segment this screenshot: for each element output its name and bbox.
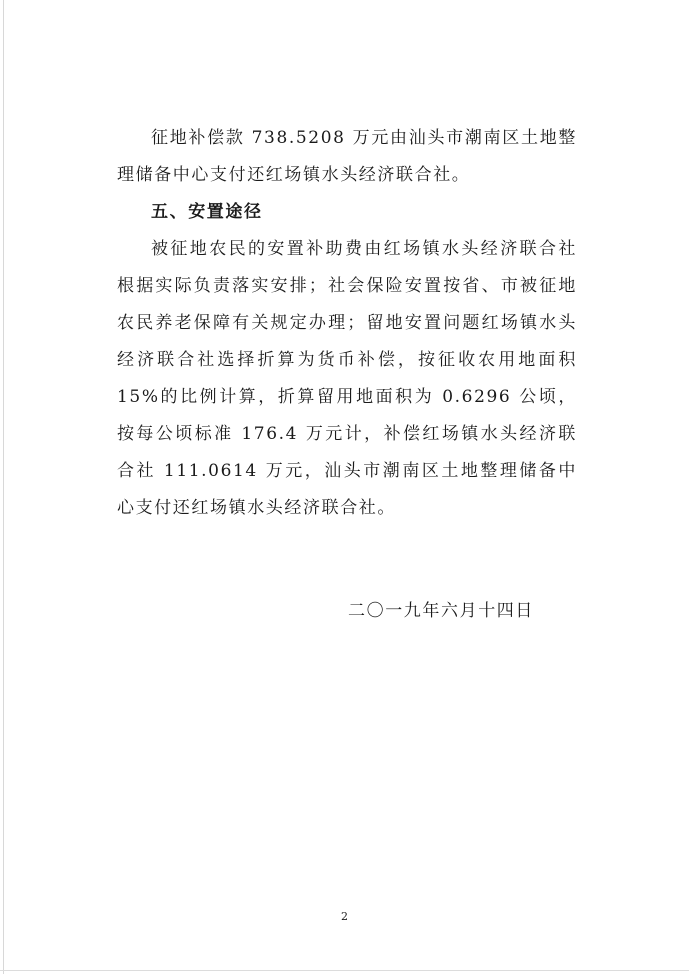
- page-left-edge-line: [3, 0, 4, 974]
- section-heading-resettlement: 五、安置途径: [151, 202, 263, 222]
- document-date: 二〇一九年六月十四日: [348, 601, 534, 621]
- document-body: [117, 120, 577, 527]
- resettlement-details-paragraph: 被征地农民的安置补助费由红场镇水头经济联合社根据实际负责落实安排；社会保险安置按省、市被征地农民养老保障有关规定办理；留地安置问题红场镇水头经济联合社选择折算为货币补偿，按征收农用地面积 15%的比例计算，折算留用地面积为 0.6296 公顷，按每公顷标准 176.4 万元计，补偿红场镇水头经济联合社 111.0614 万元，汕头市潮南区土地整理储备中心支付还红场镇水头经济联合社。: [117, 239, 577, 518]
- page-number: 2: [341, 910, 348, 923]
- page-bottom-edge-line: [0, 970, 689, 971]
- compensation-payment-paragraph: 征地补偿款 738.5208 万元由汕头市潮南区土地整理储备中心支付还红场镇水头经济联合社。: [117, 128, 577, 185]
